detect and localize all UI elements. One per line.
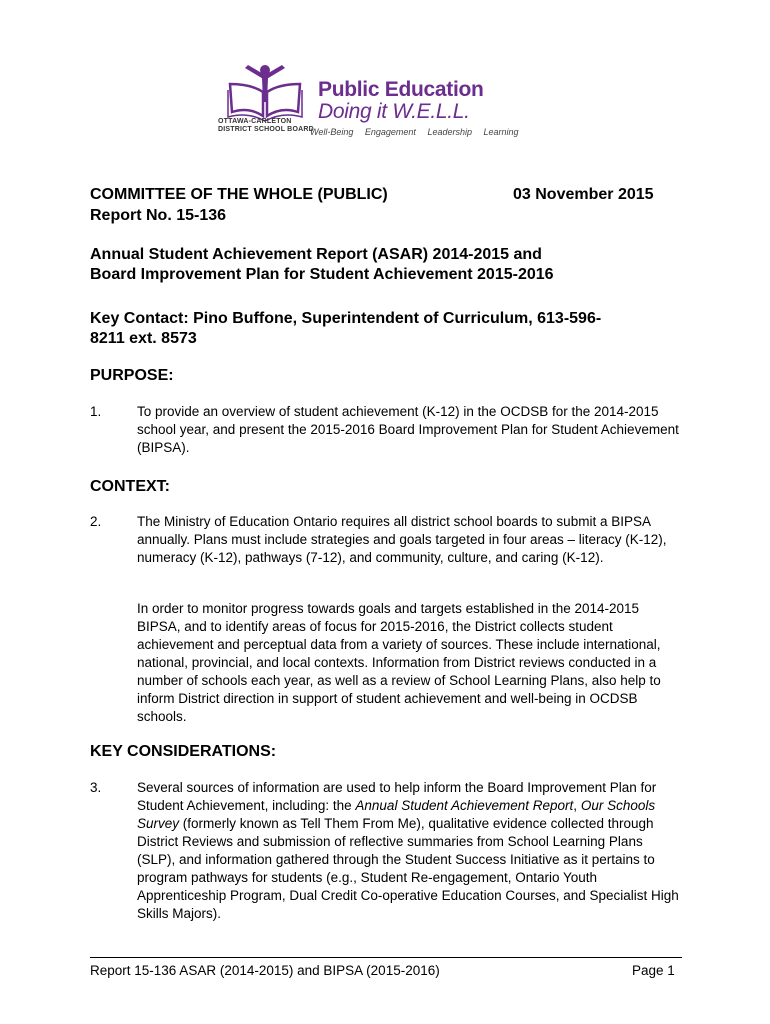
footer-report-reference: Report 15-136 ASAR (2014-2015) and BIPSA (2015-2016) xyxy=(90,963,440,978)
report-number: Report No. 15-136 xyxy=(90,207,227,224)
italic-title: Our Schools Survey xyxy=(137,798,656,831)
logo-tagline xyxy=(310,127,528,137)
book-figure-icon xyxy=(220,62,310,124)
footer-divider xyxy=(90,957,682,958)
italic-title: Annual Student Achievement Report xyxy=(355,798,574,813)
paragraph-text: (formerly known as Tell Them From Me), qualitative evidence collected through District Reviews and submission of reflective summaries from School Learning Plans (SLP), and information gathered through the Student Success Initiative as it pertains to program pathways for students (e.g., Student Re-engagement, Ontario Youth Apprenticeship Program, Dual Credit Co-operative Education Courses, and Specialist High Skills Majors). xyxy=(137,816,679,921)
tagline-item: Engagement xyxy=(364,127,416,137)
context-paragraph-2: In order to monitor progress towards goals and targets established in the 2014-2015 BIPSA, and to identify areas of focus for 2015-2016, the District collects student achievement and perceptual data from a variety of sources. These include international, national, provincial, and local contexts. Information from District reviews conducted in a number of schools each year, as well as a review of School Learning Plans, also help to inform District direction in support of student achievement and well-being in OCDSB schools. xyxy=(137,601,661,724)
paragraph-text: Several sources of information are used to help inform the Board Improvement Plan for Student Achievement, including: the xyxy=(137,780,657,813)
key-contact-line1: Key Contact: Pino Buffone, Superintendent of Curriculum, 613-596- xyxy=(90,310,602,327)
key-contact-line2: 8211 ext. 8573 xyxy=(90,330,197,347)
org-name-line2: DISTRICT SCHOOL BOARD xyxy=(218,126,314,133)
purpose-heading: PURPOSE: xyxy=(90,367,174,384)
key-considerations-heading: KEY CONSIDERATIONS: xyxy=(90,743,277,760)
report-title-line1: Annual Student Achievement Report (ASAR) 2014-2015 and xyxy=(90,246,542,263)
report-date: 03 November 2015 xyxy=(513,186,654,203)
key-considerations-number: 3. xyxy=(90,780,102,795)
purpose-paragraph: To provide an overview of student achievement (K-12) in the OCDSB for the 2014-2015 school year, and present the 2015-2016 Board Improvement Plan for Student Achievement (BIPSA). xyxy=(137,404,679,455)
tagline-item: Leadership xyxy=(427,127,472,137)
tagline-item: Learning xyxy=(483,127,519,137)
org-name-line1: OTTAWA-CARLETON xyxy=(218,118,292,125)
logo-title: Public Education xyxy=(318,78,484,101)
context-heading: CONTEXT: xyxy=(90,478,170,495)
context-paragraph-1: The Ministry of Education Ontario requires all district school boards to submit a BIPSA annually. Plans must include strategies and goals targeted in four areas – literacy (K-12), numeracy (K-12), pathways (7-12), and community, culture, and caring (K-12). xyxy=(137,514,667,565)
committee-title: COMMITTEE OF THE WHOLE (PUBLIC) xyxy=(90,186,388,203)
purpose-number: 1. xyxy=(90,404,102,419)
page-number: Page 1 xyxy=(632,963,675,978)
paragraph-text: , xyxy=(573,798,581,813)
context-number: 2. xyxy=(90,514,102,529)
logo-subtitle: Doing it W.E.L.L. xyxy=(318,100,470,123)
tagline-item: Well-Being xyxy=(310,127,354,137)
key-considerations-paragraph xyxy=(137,779,682,923)
report-title-line2: Board Improvement Plan for Student Achievement 2015-2016 xyxy=(90,266,554,283)
